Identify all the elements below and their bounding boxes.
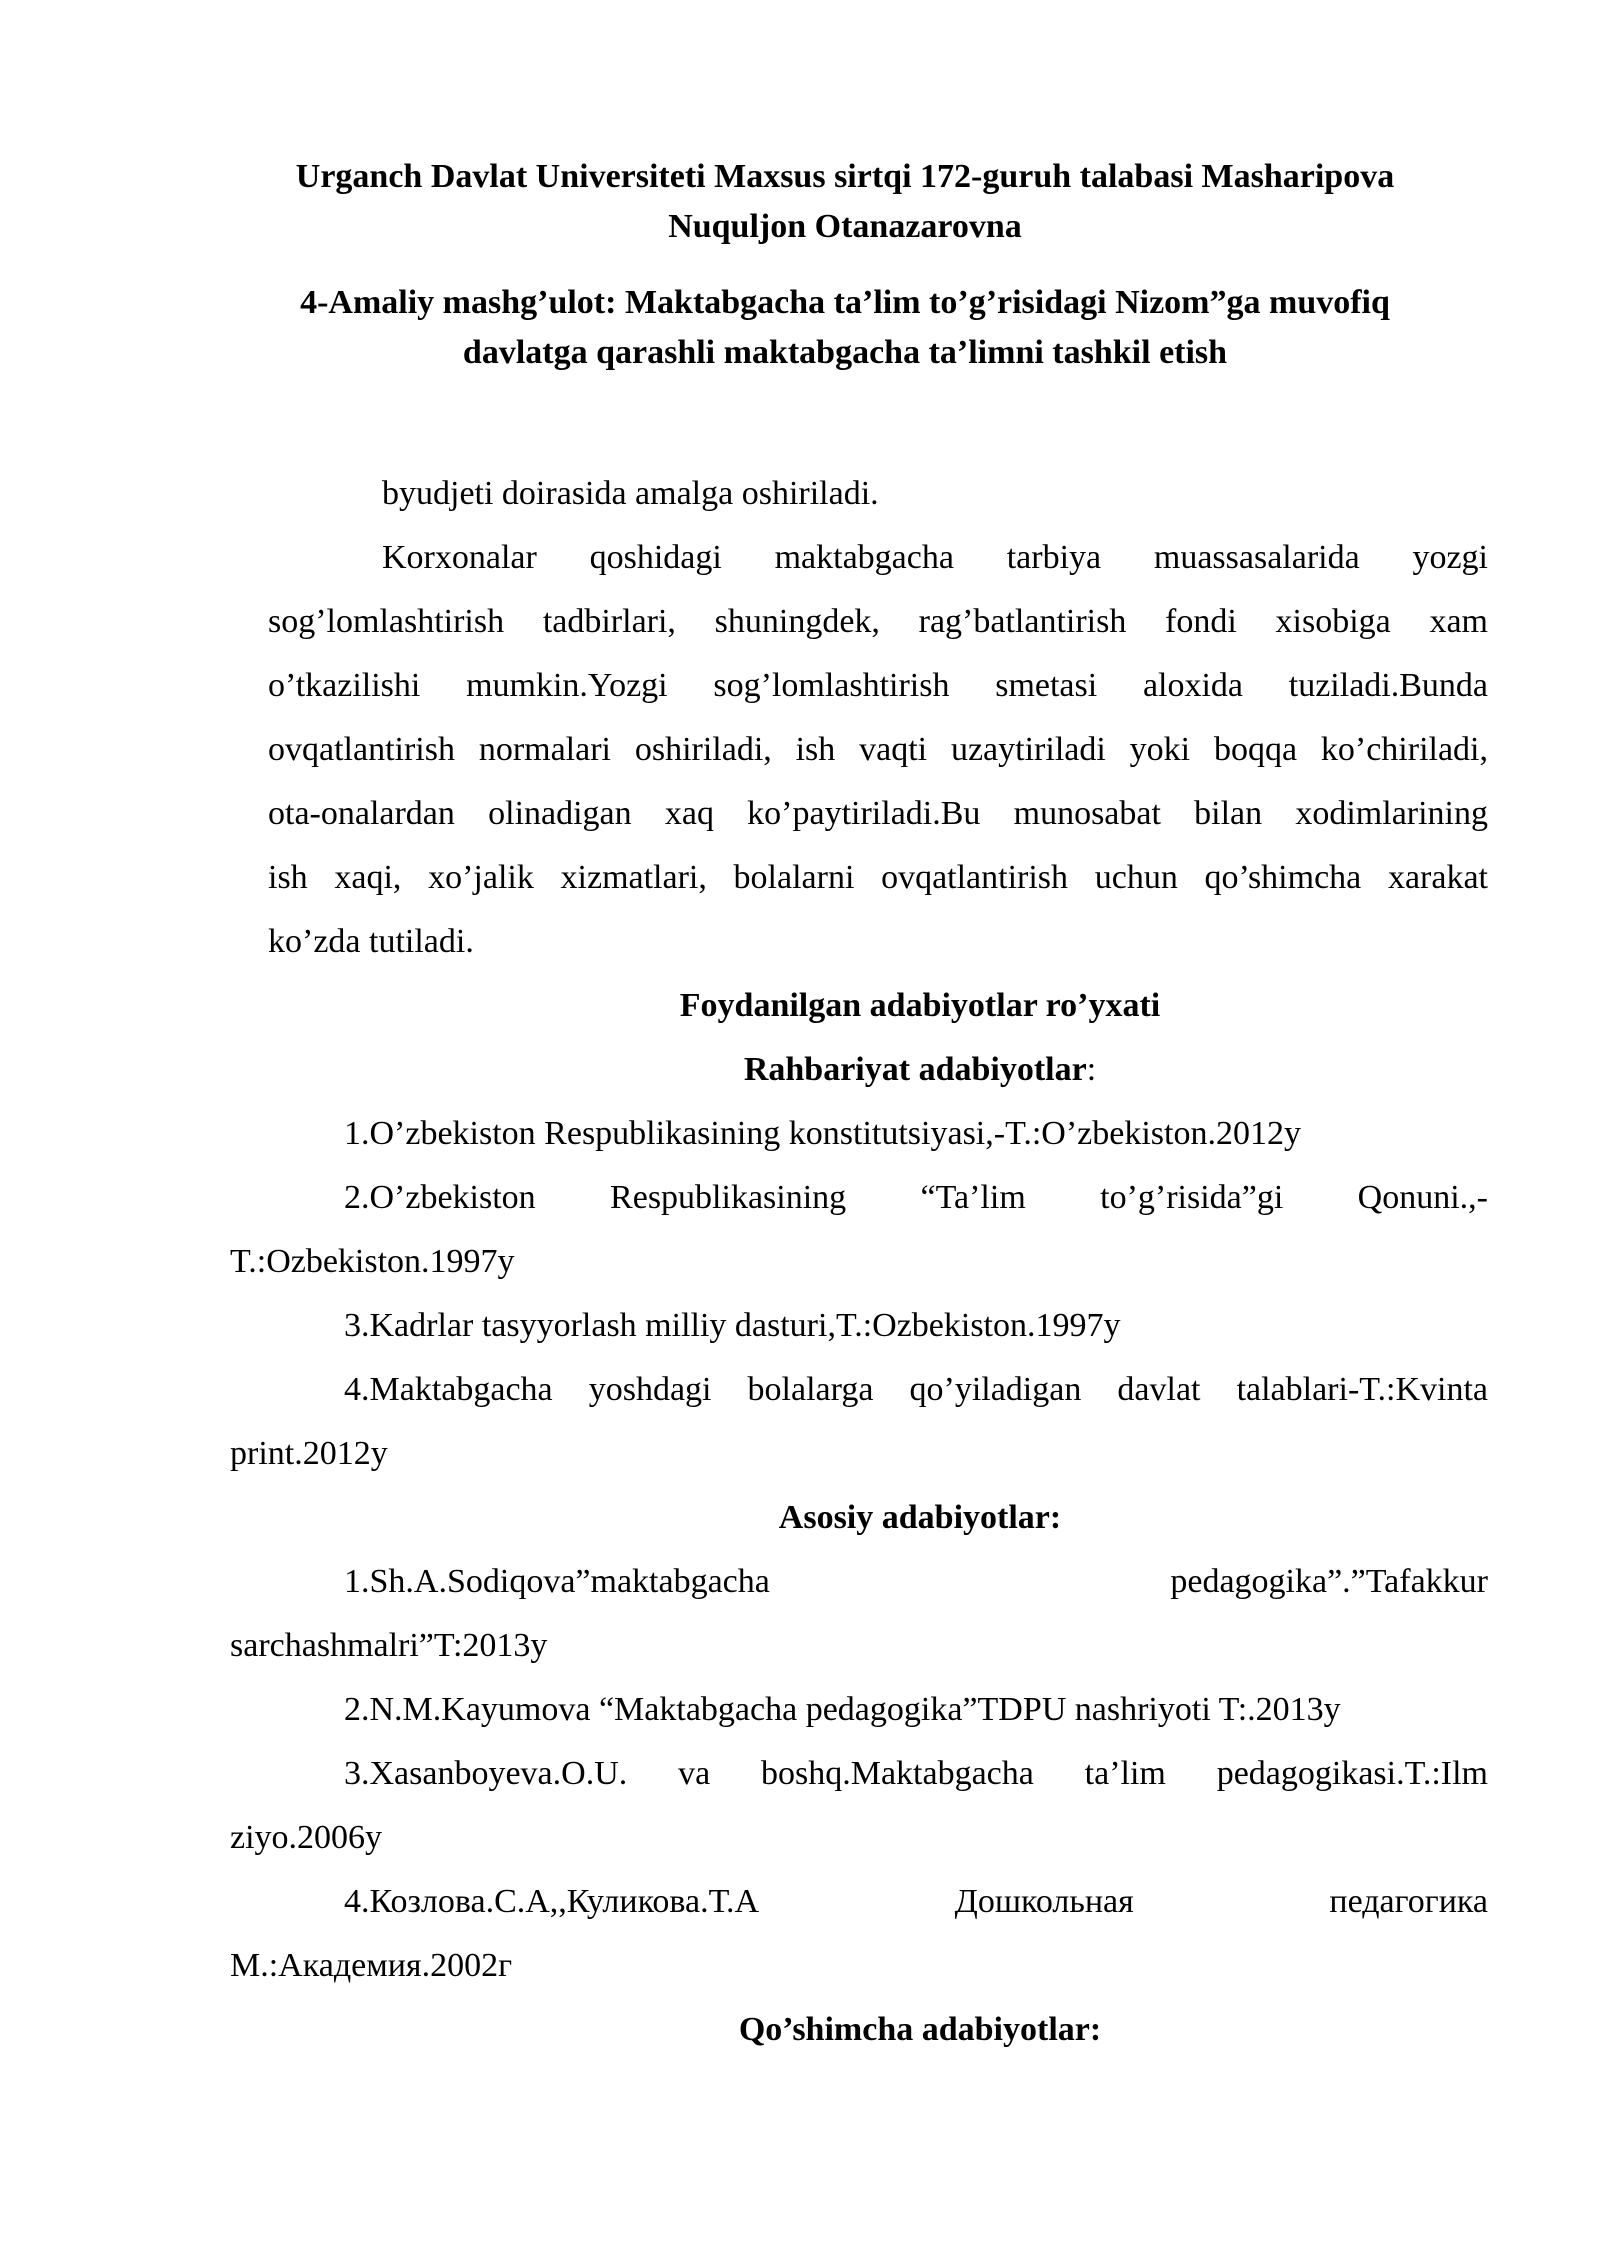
qoshimcha-heading: Qo’shimcha adabiyotlar: — [738, 2011, 1102, 2048]
ref-asosiy-4a-mid: Дошкольная — [954, 1883, 1134, 1920]
body-line-3: sog’lomlashtirish tadbirlari, shuningdek, rag’batlantirish fondi xisobiga xam — [268, 603, 1488, 640]
ref-rahbariyat-2a: 2.O’zbekiston Respublikasining “Ta’lim to’g’risida”gi Qonuni.,- — [344, 1179, 1488, 1216]
rahbariyat-heading: Rahbariyat adabiyotlar — [743, 1051, 1087, 1088]
topic-line-1: 4-Amaliy mashg’ulot: Maktabgacha ta’lim to’g’risidagi Nizom”ga muvofiq — [300, 284, 1390, 321]
header-line-2: Nuquljon Otanazarovna — [668, 208, 1022, 245]
ref-asosiy-4a-right: педагогика — [1329, 1883, 1488, 1920]
ref-asosiy-1a-right: pedagogika”.”Tafakkur — [1170, 1563, 1488, 1600]
body-line-4: o’tkazilishi mumkin.Yozgi sog’lomlashtirish smetasi aloxida tuziladi.Bunda — [268, 667, 1488, 704]
ref-asosiy-4b: М.:Академия.2002г — [230, 1947, 513, 1984]
references-heading: Foydanilgan adabiyotlar ro’yxati — [679, 987, 1161, 1024]
ref-asosiy-4a-left: 4.Козлова.С.А,,Куликова.Т.А — [344, 1883, 760, 1920]
ref-asosiy-3a: 3.Xasanboyeva.O.U. va boshq.Maktabgacha ta’lim pedagogikasi.T.:Ilm — [344, 1755, 1488, 1792]
body-line-1: byudjeti doirasida amalga oshiriladi. — [382, 475, 879, 512]
ref-rahbariyat-4b: print.2012y — [230, 1435, 388, 1472]
body-line-2: Korxonalar qoshidagi maktabgacha tarbiya muassasalarida yozgi — [382, 539, 1488, 576]
ref-rahbariyat-1: 1.O’zbekiston Respublikasining konstitutsiyasi,-T.:O’zbekiston.2012y — [344, 1115, 1301, 1152]
rahbariyat-heading-line — [230, 1050, 1600, 1090]
ref-asosiy-4a — [344, 1882, 1488, 1922]
body-line-6: ota-onalardan olinadigan xaq ko’paytiriladi.Bu munosabat bilan xodimlarining — [268, 795, 1488, 832]
topic-line-2: davlatga qarashli maktabgacha ta’limni tashkil etish — [462, 334, 1228, 371]
body-line-5: ovqatlantirish normalari oshiriladi, ish vaqti uzaytiriladi yoki boqqa ko’chiriladi, — [268, 731, 1488, 768]
ref-rahbariyat-3: 3.Kadrlar tasyyorlash milliy dasturi,T.:Ozbekiston.1997y — [344, 1307, 1121, 1344]
ref-asosiy-3b: ziyo.2006y — [230, 1819, 383, 1856]
ref-rahbariyat-4a: 4.Maktabgacha yoshdagi bolalarga qo’yiladigan davlat talablari-T.:Kvinta — [344, 1371, 1488, 1408]
topic-title — [230, 278, 1460, 378]
body-line-7: ish xaqi, xo’jalik xizmatlari, bolalarni ovqatlantirish uchun qo’shimcha xarakat — [268, 859, 1488, 896]
header-line-1: Urganch Davlat Universiteti Maxsus sirtqi 172-guruh talabasi Masharipova — [295, 158, 1395, 195]
ref-asosiy-2: 2.N.M.Kayumova “Maktabgacha pedagogika”TDPU nashriyoti T:.2013y — [344, 1691, 1341, 1728]
body-line-8: ko’zda tutiladi. — [268, 923, 474, 960]
ref-asosiy-1a-left: 1.Sh.A.Sodiqova”maktabgacha — [344, 1563, 770, 1600]
rahbariyat-colon: : — [1086, 1051, 1097, 1088]
ref-asosiy-1b: sarchashmalri”T:2013y — [230, 1627, 548, 1664]
asosiy-heading: Asosiy adabiyotlar: — [778, 1499, 1062, 1536]
ref-rahbariyat-2b: T.:Ozbekiston.1997y — [230, 1243, 515, 1280]
ref-asosiy-1a — [344, 1562, 1488, 1602]
header-title — [230, 152, 1460, 252]
